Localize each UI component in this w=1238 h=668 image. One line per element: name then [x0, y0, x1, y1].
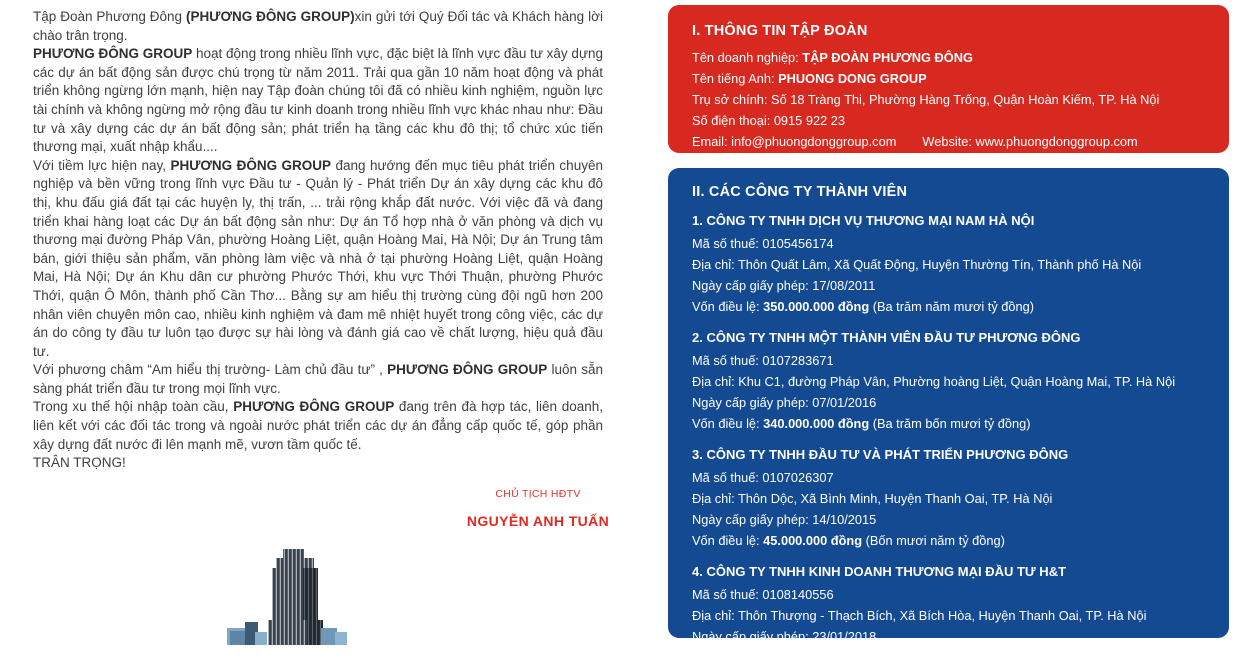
company-block — [692, 445, 1205, 551]
skyscraper-illustration — [225, 548, 350, 645]
building-photo — [225, 548, 350, 645]
field-label: Vốn điều lệ: — [692, 533, 764, 548]
capital-value: 45.000.000 đồng — [763, 533, 863, 548]
license-date-row: Ngày cấp giấy phép: 17/08/2011 — [692, 278, 876, 293]
email-website-row — [692, 131, 1205, 152]
field-label: Vốn điều lệ: — [692, 650, 764, 665]
company-name: 3. CÔNG TY TNHH ĐẦU TƯ VÀ PHÁT TRIỂN PHƯƠNG ĐÔNG — [692, 447, 1069, 462]
field-label: Tên tiếng Anh: — [692, 71, 779, 86]
tax-id-row: Mã số thuế: 0108140556 — [692, 587, 834, 602]
phone-row: Số điện thoại: 0915 922 23 — [692, 113, 845, 128]
intro-letter — [33, 8, 610, 531]
tax-id-row: Mã số thuế: 0107026307 — [692, 470, 834, 485]
field-label: Tên doanh nghiệp: — [692, 50, 803, 65]
capital-row — [692, 647, 1205, 668]
member-companies-title: II. CÁC CÔNG TY THÀNH VIÊN — [692, 184, 908, 200]
letter-text: đang hướng đến mục tiêu phát triển chuyên nghiệp và bền vững trong lĩnh vực Đầu tư - Quản lý - Phát triển Dự án xây dựng các khu đô thị, khu đấu giá đất tại các huyện ly, thị trấn, ... trải rộng khắp đất nước. Với việc đã và đang triển khai hàng loạt các Dự án bất động sản như: Dự án Tổ hợp nhà ở văn phòng và dịch vụ thương mại đường Pháp Vân, phường Hoàng Liệt, quận Hoàng Mai, Hà Nội; Dự án Trung tâm bán, giới thiệu sản phẩm, văn phòng làm việc và nhà ở tại phường Hoàng Liệt, quận Hoàng Mai, Hà Nội; Dự án Khu dân cư phường Phước Thới, khu vực Thới Thuận, phường Phước Thới, quận Ô Môn, thành phố Cần Thơ... Bằng sự am hiểu thị trường cùng đội ngũ hơn 200 nhân viên chuyên môn cao, nhiều kinh nghiệm và đam mê nhiệt huyết trong công việc, các dự án do công ty đầu tư luôn tạo được sự hài lòng và đánh giá cao về chất lượng, hiệu quả đầu tư. — [33, 157, 603, 359]
company-block — [692, 211, 1205, 317]
address-row: Địa chỉ: Thôn Quất Lâm, Xã Quất Động, Huyện Thường Tín, Thành phố Hà Nội — [692, 257, 1142, 272]
letter-paragraph — [33, 45, 603, 157]
letter-text: đang trên đà hợp tác, liên doanh, liên kết với các đối tác trong và ngoài nước phát triển các dự án đẳng cấp quốc tế, góp phần xây dựng đất nước đi lên mạnh mẽ, vươn tầm quốc tế. — [33, 399, 604, 452]
group-info-title: I. THÔNG TIN TẬP ĐOÀN — [692, 23, 868, 39]
tax-id-row: Mã số thuế: 0105456174 — [692, 236, 834, 251]
capital-row — [692, 530, 1205, 551]
address-row: Địa chỉ: Khu C1, đường Pháp Vân, Phường hoàng Liệt, Quận Hoàng Mai, TP. Hà Nội — [692, 374, 1176, 389]
capital-note: (Bốn mươi năm tỷ đồng) — [862, 533, 1005, 548]
capital-value: 20.000.000 đồng — [763, 650, 863, 665]
capital-note: (Ba trăm bốn mươi tỷ đồng) — [869, 416, 1031, 431]
address-row: Địa chỉ: Thôn Thượng - Thạch Bích, Xã Bích Hòa, Huyện Thanh Oai, TP. Hà Nội — [692, 608, 1147, 623]
group-info-card — [668, 5, 1229, 153]
letter-paragraph — [33, 398, 603, 454]
brand-name-bold: PHƯƠNG ĐÔNG GROUP — [233, 399, 395, 415]
letter-paragraph — [33, 157, 603, 362]
license-date-row: Ngày cấp giấy phép: 23/01/2018 — [692, 629, 877, 644]
signer-title: CHỦ TỊCH HĐTV — [495, 487, 581, 500]
company-name: 1. CÔNG TY TNHH DỊCH VỤ THƯƠNG MẠI NAM HÀ NỘI — [692, 213, 1035, 228]
company-block — [692, 328, 1205, 434]
capital-note: (Ba trăm năm mươi tỷ đồng) — [869, 299, 1035, 314]
brand-name-bold: PHƯƠNG ĐÔNG GROUP — [170, 157, 332, 173]
license-date-row: Ngày cấp giấy phép: 07/01/2016 — [692, 395, 877, 410]
field-value: TẬP ĐOÀN PHƯƠNG ĐÔNG — [802, 50, 973, 65]
brand-name-bold: PHƯƠNG ĐÔNG GROUP — [33, 46, 193, 62]
email-text: Email: info@phuongdonggroup.com — [692, 134, 897, 149]
letter-paragraph — [33, 8, 603, 45]
letter-text: luôn sẵn sàng phát triển đầu tư trong mọi lĩnh vực. — [33, 362, 603, 396]
license-date-row: Ngày cấp giấy phép: 14/10/2015 — [692, 512, 877, 527]
letter-text: Tập Đoàn Phương Đông — [33, 9, 187, 24]
letter-text: Trong xu thế hội nhập toàn cầu, — [33, 399, 234, 415]
field-value: PHUONG DONG GROUP — [778, 71, 927, 86]
website-text: Website: www.phuongdonggroup.com — [922, 134, 1138, 149]
field-label: Vốn điều lệ: — [692, 299, 764, 314]
letter-text: Với phương châm “Am hiểu thị trường- Làm chủ đầu tư” , — [33, 362, 388, 378]
field-label: Vốn điều lệ: — [692, 416, 764, 431]
signature-block — [438, 485, 638, 531]
address-row: Địa chỉ: Thôn Dộc, Xã Bình Minh, Huyện Thanh Oai, TP. Hà Nội — [692, 491, 1053, 506]
company-name-row — [692, 47, 1205, 68]
letter-paragraph — [33, 361, 603, 398]
capital-note: (Hai mươi tỷ đồng) — [862, 650, 973, 665]
tax-id-row: Mã số thuế: 0107283671 — [692, 353, 834, 368]
member-companies-card — [668, 168, 1229, 665]
brand-name-bold: (PHƯƠNG ĐÔNG GROUP) — [186, 9, 355, 24]
company-block — [692, 562, 1205, 668]
company-name: 4. CÔNG TY TNHH KINH DOANH THƯƠNG MẠI ĐẦU TƯ H&T — [692, 564, 1067, 579]
capital-row — [692, 296, 1205, 317]
letter-text: Với tiềm lực hiện nay, — [33, 157, 171, 173]
letter-closing: TRÂN TRỌNG! — [33, 455, 126, 471]
headquarters-row: Trụ sở chính: Số 18 Tràng Thi, Phường Hàng Trống, Quận Hoàn Kiếm, TP. Hà Nội — [692, 92, 1160, 107]
capital-value: 340.000.000 đồng — [763, 416, 870, 431]
signer-name: NGUYỄN ANH TUẤN — [466, 513, 610, 530]
english-name-row — [692, 68, 1205, 89]
company-name: 2. CÔNG TY TNHH MỘT THÀNH VIÊN ĐẦU TƯ PHƯƠNG ĐÔNG — [692, 330, 1081, 345]
letter-text: hoạt động trong nhiều lĩnh vực, đặc biệt là lĩnh vực đầu tư xây dựng các dự án bất động sản được chú trọng từ năm 2011. Trải qua gần 10 năm hoạt động và phát triển không ngừng lớn mạnh, hiện nay Tập đoàn chúng tôi đã có nhiều kinh nghiệm, nguồn lực tài chính và không ngừng mở rộng đầu tư kinh doanh trong nhiều lĩnh vực khác nhau như: Đầu tư và xây dựng các dự án bất động sản; phát triển hạ tầng các khu đô thị; tổ chức xúc tiến thương mại, xuất nhập khẩu.... — [33, 46, 603, 155]
letter-text: xin gửi tới Quý Đối tác và Khách hàng lời chào trân trọng. — [33, 9, 603, 43]
capital-value: 350.000.000 đồng — [763, 299, 870, 314]
brand-name-bold: PHƯƠNG ĐÔNG GROUP — [387, 362, 548, 378]
capital-row — [692, 413, 1205, 434]
